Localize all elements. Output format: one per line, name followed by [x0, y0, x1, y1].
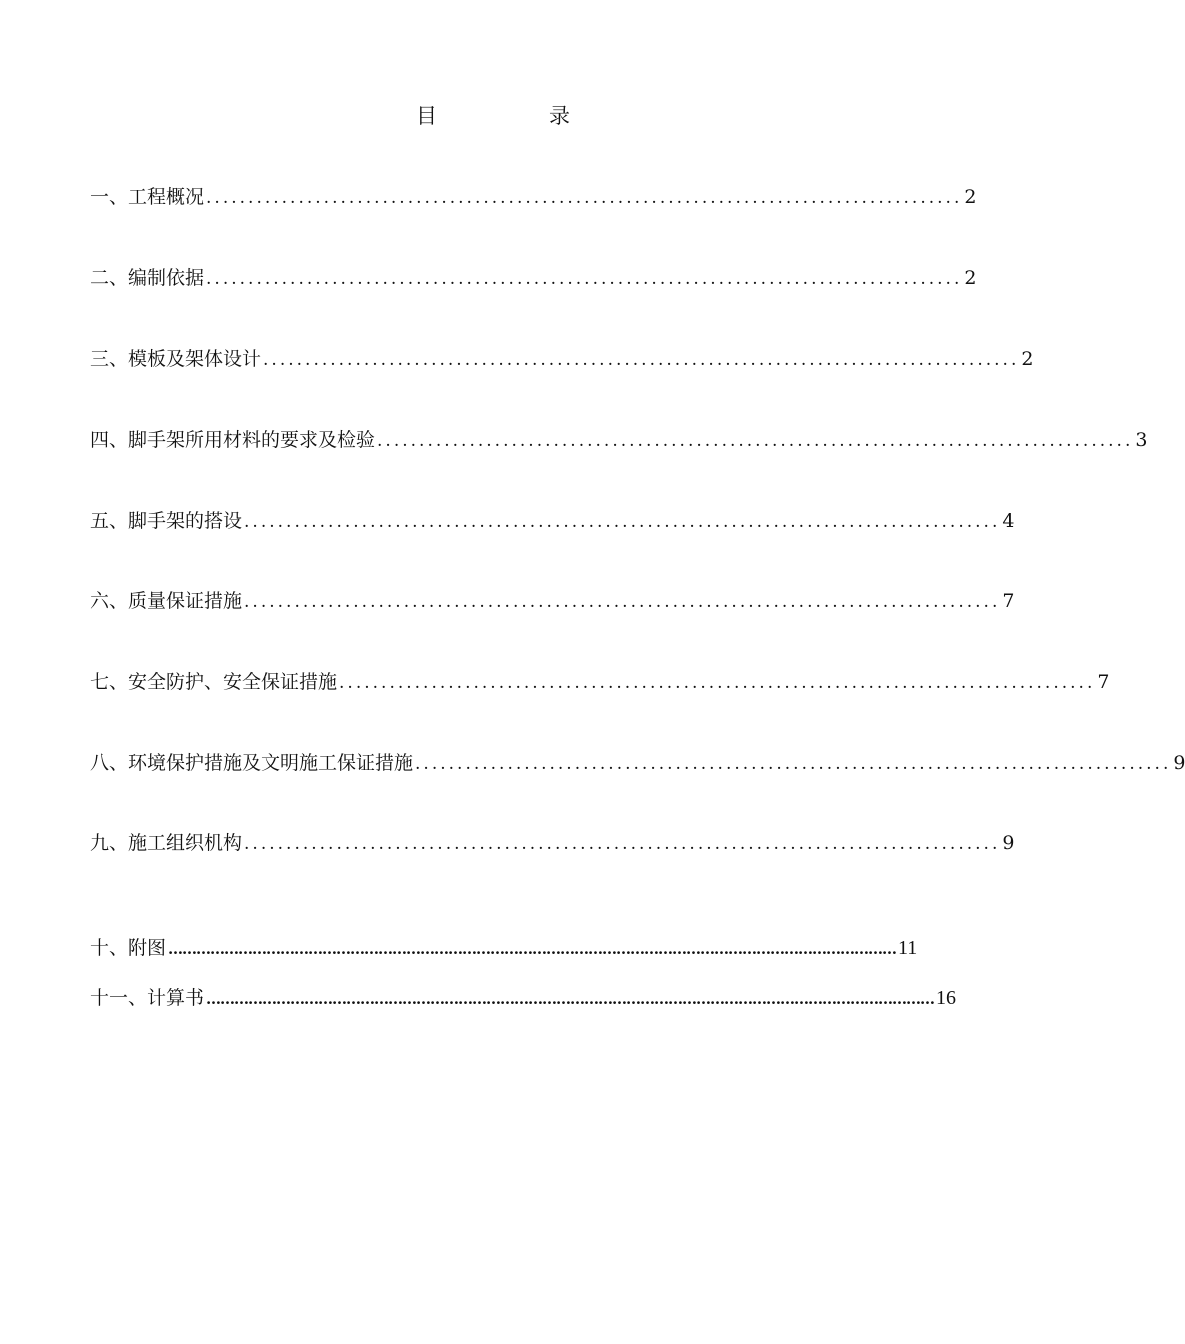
toc-entry-page: 7: [1002, 590, 1015, 612]
toc-entry-label: 三、模板及架体设计: [90, 348, 262, 370]
toc-dot-leader: ..........................................................................................: [339, 673, 1096, 693]
toc-dot-leader: ..........................................................................................: [415, 754, 1172, 774]
toc-dot-leader: ..........................................................................................: [244, 834, 1001, 854]
toc-dot-leader: ..........................................................................................: [206, 269, 963, 289]
toc-dot-leader: ..........................................................................................: [263, 350, 1020, 370]
toc-entry-label: 四、脚手架所用材料的要求及检验: [90, 429, 376, 451]
toc-entry-page: 2: [964, 186, 977, 208]
toc-entry-page: 16: [936, 987, 957, 1009]
toc-entry-page: 2: [964, 267, 977, 289]
toc-entry[interactable]: [90, 750, 1185, 777]
toc-entry[interactable]: [90, 427, 1148, 454]
toc-dot-leader: …………………………………………………………………………………………………………………………………………: [206, 990, 935, 1008]
toc-entry-page: 9: [1173, 752, 1185, 774]
toc-title-char-2: 录: [549, 104, 570, 128]
toc-entry[interactable]: [90, 830, 1015, 857]
toc-entry-page: 3: [1135, 429, 1148, 451]
toc-entry-label: 九、施工组织机构: [90, 832, 243, 854]
toc-entry-page: 9: [1002, 832, 1015, 854]
toc-entry[interactable]: [90, 669, 1110, 696]
toc-entry-page: 7: [1097, 671, 1110, 693]
toc-entry-label: 六、质量保证措施: [90, 590, 243, 612]
toc-entry[interactable]: [90, 508, 1015, 535]
toc-entry-label: 一、工程概况: [90, 186, 205, 208]
toc-dot-leader: ..........................................................................................: [206, 188, 963, 208]
toc-entry-label: 二、编制依据: [90, 267, 205, 289]
toc-entry[interactable]: [90, 346, 1034, 373]
toc-entry[interactable]: [90, 184, 977, 211]
toc-entry-label: 五、脚手架的搭设: [90, 510, 243, 532]
toc-dot-leader: ..........................................................................................: [244, 512, 1001, 532]
toc-entry[interactable]: [90, 265, 977, 292]
toc-entry-page: 4: [1002, 510, 1015, 532]
toc-entry[interactable]: [90, 935, 918, 962]
toc-entry-label: 十一、计算书: [90, 987, 205, 1009]
toc-entry-page: 2: [1021, 348, 1034, 370]
toc-dot-leader: ..........................................................................................: [244, 592, 1001, 612]
toc-title: [0, 100, 950, 132]
toc-title-char-1: 目: [416, 104, 437, 128]
toc-entry-label: 十、附图: [90, 937, 167, 959]
toc-entry-page: 11: [898, 937, 918, 959]
toc-dot-leader: …………………………………………………………………………………………………………………………………………: [168, 940, 897, 958]
toc-entry[interactable]: [90, 588, 1015, 615]
toc-entry-label: 七、安全防护、安全保证措施: [90, 671, 338, 693]
toc-entry[interactable]: [90, 985, 957, 1012]
toc-entry-label: 八、环境保护措施及文明施工保证措施: [90, 752, 414, 774]
toc-dot-leader: ..........................................................................................: [377, 431, 1134, 451]
